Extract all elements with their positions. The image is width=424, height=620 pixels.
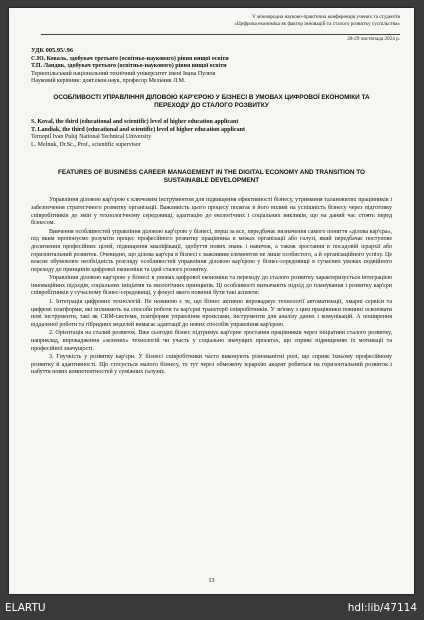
conference-line: V міжнародна науково-практична конференція учених та студентів — [252, 14, 400, 20]
page-number: 13 — [208, 578, 215, 584]
article-title-uk: ОСОБЛИВОСТІ УПРАВЛІННЯ ДІЛОВОЮ КАР'ЄРОЮ У БІЗНЕСІ В УМОВАХ ЦИФРОВОЇ ЕКОНОМІКИ ТА ПЕРЕХОДУ ДО СТАЛОГО РОЗВИТКУ — [53, 93, 370, 109]
affiliation-en: Ternopil Ivan Puluj National Technical University — [31, 134, 152, 141]
paper-page — [9, 8, 414, 594]
supervisor-en: L. Melnuk, Dr.Sc., Prof., scientific supervisor — [31, 141, 141, 148]
conference-date: 28-29 листопада 2024 р. — [347, 36, 400, 42]
header-divider — [41, 34, 400, 35]
author-en: S. Koval, the third (educational and scientific) level of higher education applicant — [31, 118, 239, 125]
author-uk: Т.П. Ландяк, здобувач третього (освітньо-наукового) рівня вищої освіти — [31, 63, 227, 70]
body-paragraph: Вивчення особливостей управління діловою кар'єрою у бізнесі, перш за все, передбачає визначення самого поняття «ділова кар'єра», під яким пропонуємо розуміти процес професійного розвитку працівника в межах організації або галузі, який передбачає поступове досягнення професійних цілей, підвищення кваліфікації, здобуття нових знань і навичок, а також зростання в посадовій ієрархії або горизонтальний розвиток. Очевидно, що ділова кар'єра в бізнесі є важливим елементом не лише особистого, а й організаційного успіху. Це власне обумовлює необхідність розгляду особливостей управління діловою кар'єрою у бізнес-середовищі в сучасних умовах подвійного переходу до принципів цифрової економіки та ідей сталого розвитку. — [31, 228, 392, 273]
conference-theme-line: «Цифрова економіка як фактор інновацій та сталого розвитку суспільства» — [234, 20, 400, 27]
list-item-paragraph: 1. Інтеграція цифрових технологій. Не новиною є те, що бізнес активно впроваджує технології автоматизації, хмарні сервіси та цифрові платформи, які впливають на способи роботи та кар'єрні траєкторії співробітників. У зв'язку з цим працівники повинні освоювати нові інструменти, такі як CRM-системи, платформи управління проєктами, інструменти для аналізу даних і комунікацій. А поширення віддаленої роботи та гібридних моделей вимагає адаптації до нових способів управління кар'єрою. — [31, 299, 392, 328]
affiliation-uk: Тернопільський національний технічний університет імені Івана Пулюя — [31, 70, 216, 77]
article-title-en: FEATURES OF BUSINESS CAREER MANAGEMENT IN THE DIGITAL ECONOMY AND TRANSITION TO SUSTAINABLE DEVELOPMENT — [58, 169, 365, 185]
running-header — [100, 14, 400, 27]
handle-identifier: hdl:lib/47114 — [347, 602, 417, 614]
body-paragraph: Управління діловою кар'єрою є ключовим інструментом для підвищення ефективності бізнесу, утримання талановитих працівників і забезпечення стратегічного розвитку організації. Важливість цього процесу полягає в його впливі на успішність бізнесу через підготовку співробітників до змін у технологічному середовищі, адаптацію до екологічних і соціальних викликів, що на даний час стоять перед бізнесом. — [31, 197, 392, 227]
repository-name: ELARTU — [5, 602, 46, 614]
supervisor-uk: Науковий керівник: докт.екон.наук, професор Мельник Л.М. — [31, 78, 186, 85]
author-uk: С.Ю. Коваль, здобувач третього (освітньо-наукового) рівня вищої освіти — [31, 55, 229, 62]
list-item-paragraph: 3. Гнучкість у розвитку кар'єри. У бізнесі співробітники часто виконують різноманітні ролі, що сприяє їхньому професійному розвитку й адаптивності. Що стосується малого бізнесу, то тут через обмежену ієрархію акцент робиться на горизонтальний розвиток і набуття нових компетентностей у суміжних галузях. — [31, 354, 392, 376]
udc-code: УДК 005.95/.96 — [31, 47, 74, 54]
repository-footer — [0, 596, 424, 620]
body-paragraph: Управління діловою кар'єрою у бізнесі в умовах цифрової економіки та переходу до сталого розвитку характеризується інтеграцією інноваційних підходів, соціальних ініціатив та екологічних принципів. Ці особливості визначають підхід до планування і розвитку кар'єри співробітників у сучасному бізнес-середовищі, у фокусі якого повинні бути такі аспекти: — [31, 275, 392, 297]
author-en: T. Landiak, the third (educational and scientific) level of higher education applicant — [31, 126, 245, 133]
list-item-paragraph: 2. Орієнтація на сталий розвиток. Вже сьогодні бізнес підтримує кар'єрне зростання працівників через ініціативи сталого розвитку, наприклад, впровадження «зелених» технологій чи участь у соціально значущих проєктах, що сприяє підвищенню їх мотивації та професійної значущості. — [31, 330, 392, 352]
article-body — [31, 47, 392, 377]
